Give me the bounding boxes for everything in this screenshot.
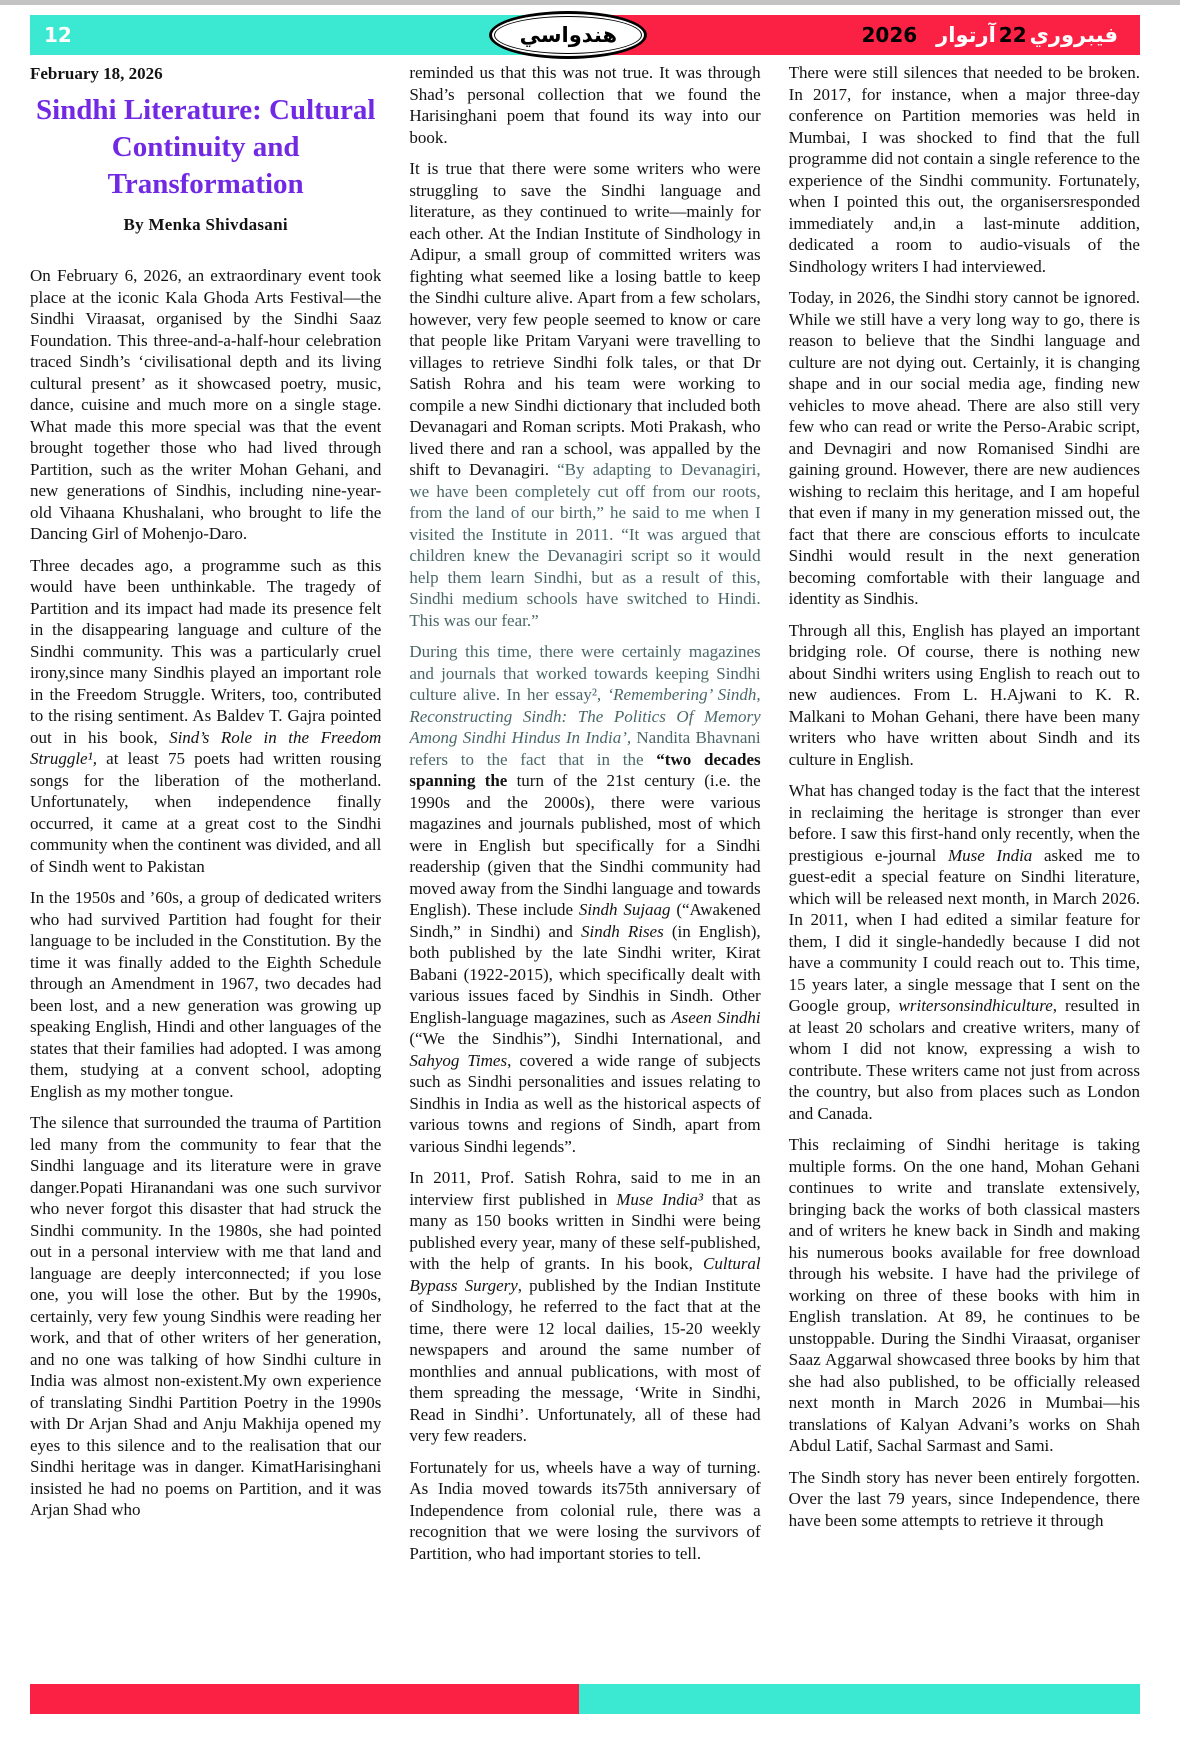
paragraph: On February 6, 2026, an extraordinary event took place at the iconic Kala Ghoda Arts Festival—the Sindhi Viraasat, organised by the Sindhi Saaz Foundation. This three-and-a-half-hour celebration traced Sindh’s ‘civilisational depth and its living cultural present’ as it showcased poetry, music, dance, cuisine and much more on a single stage. What made this more special was that the event brought together those who had lived through Partition, such as the writer Mohan Gehani, and new generations of Sindhis, including nine-year-old Vihaana Khushalani, who brought to life the Dancing Girl of Mohenjo-Daro. <box>30 266 382 544</box>
column-2 <box>409 62 760 1674</box>
edition-day: 22 <box>998 23 1027 47</box>
page-number: 12 <box>44 23 72 47</box>
paragraph: In 2011, Prof. Satish Rohra, said to me in an interview first published in Muse India³ that as many as 150 books written in Sindhi were being published every year, many of these self-published, with the help of grants. In his book, Cultural Bypass Surgery, published by the Indian Institute of Sindhology, he referred to the fact that at the time, there were 12 local dailies, 15-20 weekly newspapers and around the same number of monthlies and annual publications, with most of them spreading the message, ‘Write in Sindhi, Read in Sindhi’. Unfortunately, all of these had very few readers. <box>409 1168 761 1445</box>
paragraph: In the 1950s and ’60s, a group of dedicated writers who had survived Partition had fought for their language to be included in the Constitution. By the time it was finally added to the Eighth Schedule through an Amendment in 1967, two decades had been lost, and a new generation was growing up speaking English, Hindi and other languages of the states that their families had adopted. I was among them, studying at a convent school, adopting English as my mother tongue. <box>30 888 382 1101</box>
masthead-logo <box>489 11 647 59</box>
column-1-text <box>30 265 381 1521</box>
paragraph: This reclaiming of Sindhi heritage is taking multiple forms. On the one hand, Mohan Gehani continues to write and translate extensively, bringing back the works of both classical masters and of writers he knew back in Sindh and making his numerous books available for free download through his website. I have had the privilege of working on three of these books with him in English translation. At 89, he continues to be unstoppable. During the Sindhi Viraasat, organiser Saaz Aggarwal showcased three books by him that she had also published, to be officially released next month in March 2026 in Mumbai—his translations of Kalyan Advani’s works on Shah Abdul Latif, Sachal Sarmast and Sami. <box>788 1135 1140 1455</box>
paragraph: Three decades ago, a programme such as this would have been unthinkable. The tragedy of Partition and its impact had made its presence felt in the disappearing language and culture of the Sindhi community. This was a particularly cruel irony,since many Sindhis played an important role in the Freedom Struggle. Writers, too, contributed to the rising sentiment. As Baldev T. Gajra pointed out in his book, Sind’s Role in the Freedom Struggle¹, at least 75 poets had written rousing songs for the liberation of the motherland. Unfortunately, when independence finally occurred, it came at a great cost to the Sindhi community when the continent was divided, and all of Sindh went to Pakistan <box>30 555 382 876</box>
paragraph: Through all this, English has played an important bridging role. Of course, there is nothing new about Sindhi writers using English to reach out to new audiences. From L. H.Ajwani to K. R. Malkani to Mohan Gehani, there have been many writers who have written about Sindh and its culture in English. <box>788 620 1140 769</box>
article-body <box>30 62 1140 1674</box>
masthead-logo-text: هندواسي <box>494 16 642 54</box>
masthead-teal-band <box>30 15 568 55</box>
page-edge <box>0 0 1180 5</box>
article-byline: By Menka Shivdasani <box>123 215 288 235</box>
footer-teal-band <box>579 1684 1140 1714</box>
paragraph: During this time, there were certainly magazines and journals that worked towards keeping Sindhi culture alive. In her essay², ‘Remembering’ Sindh, Reconstructing Sindh: The Politics Of Memory Among Sindhi Hindus In India’, Nandita Bhavnani refers to the fact that in the “two decades spanning the turn of the 21st century (i.e. the 1990s and the 2000s), there were various magazines and journals published, most of which were in English but specifically for a Sindhi readership (given that the Sindhi community had moved away from the Sindhi language and towards English). These include Sindh Sujaag (“Awakened Sindh,” in Sindhi) and Sindh Rises (in English), both published by the late Sindhi writer, Kirat Babani (1922-2015), which specifically dealt with various issues faced by Sindhis in Sindh. Other English-language magazines, such as Aseen Sindhi (“We the Sindhis”), Sindhi International, and Sahyog Times, covered a wide range of subjects such as Sindhi personalities and issues relating to Sindhis in India as well as the historical aspects of various towns and regions of Sindh, apart from various Sindhi legends”. <box>409 642 761 1156</box>
edition-date <box>861 15 1118 55</box>
paragraph: It is true that there were some writers who were struggling to save the Sindhi language and literature, as they continued to write—mainly for each other. At the Indian Institute of Sindhology in Adipur, a small group of committed writers was fighting what seemed like a losing battle to keep the Sindhi culture alive. Apart from a few scholars, however, very few people seemed to know or care that people like Pritam Varyani were travelling to villages to retrieve Sindhi folk tales, or that Dr Satish Rohra and his team were working to compile a new Sindhi dictionary that included both Devanagari and Roman scripts. Moti Prakash, who lived there and ran a school, was appalled by the shift to Devanagiri. “By adapting to Devanagiri, we have been completely cut off from our roots, from the land of our birth,” he said to me when I visited the Institute in 2011. “It was argued that children knew the Devanagiri script so it would help them learn Sindhi, but as a result of this, Sindhi medium schools have switched to Hindi. This was our fear.” <box>409 159 761 630</box>
footer-bar <box>30 1684 1140 1714</box>
paragraph: What has changed today is the fact that the interest in reclaiming the heritage is stronger than ever before. I saw this first-hand only recently, when the prestigious e-journal Muse India asked me to guest-edit a special feature on Sindhi literature, which will be released next month, in March 2026. In 2011, when I had edited a similar feature for them, I did it single-handedly because I did not have a community I could reach out to. This time, 15 years later, a single message that I sent on the Google group, writersonsindhiculture, resulted in at least 20 scholars and creative writers, many of whom I did not know, expressing a wish to contribute. These writers came not just from across the country, but also from places such as London and Canada. <box>788 781 1140 1123</box>
paragraph: Today, in 2026, the Sindhi story cannot be ignored. While we still have a very long way to go, there is reason to believe that the Sindhi language and culture are not dying out. Certainly, it is changing shape and in our social media age, finding new vehicles to move ahead. There are also still very few who can read or write the Perso-Arabic script, and Devnagiri and now Romanised Sindhi are gaining ground. However, there are new audiences wishing to reclaim this heritage, and I am hopeful that even if many in my generation missed out, the fact that there are conscious efforts to inculcate Sindhi would result in the next generation becoming comfortable with their language and identity as Sindhis. <box>788 288 1140 608</box>
article-date: February 18, 2026 <box>30 64 163 83</box>
column-3 <box>789 62 1140 1674</box>
article-title: Sindhi Literature: Cultural Continuity and Transformation <box>35 94 376 201</box>
paragraph: The silence that surrounded the trauma of Partition led many from the community to fear that the Sindhi language and its literature were in grave danger.Popati Hiranandani was one such survivor who never forgot this disaster that had struck the Sindhi community. In the 1980s, she had pointed out in a personal interview with me that land and language are deeply interconnected; if you lose one, you will lose the other. But by the 1990s, certainly, very few young Sindhis were reading her work, and that of other writers of her generation, and no one was talking of how Sindhi culture in India was almost non-existent.My own experience of translating Sindhi Partition Poetry in the 1990s with Dr Arjan Shad and Anju Makhija opened my eyes to this silence and to the realisation that our Sindhi heritage was in danger. KimatHarisinghani insisted he had no poems on Partition, and it was Arjan Shad who <box>30 1113 382 1520</box>
paragraph: Fortunately for us, wheels have a way of turning. As India moved towards its75th anniversary of Independence from colonial rule, there was a recognition that we were losing the survivors of Partition, who had important stories to tell. <box>409 1457 761 1563</box>
masthead-bar <box>30 15 1140 55</box>
column-3-text <box>789 62 1140 1531</box>
column-1 <box>30 62 381 1674</box>
column-2-text <box>409 62 760 1564</box>
edition-month: فيبروري <box>1029 23 1118 47</box>
paragraph: The Sindh story has never been entirely forgotten. Over the last 79 years, since Independence, there have been some attempts to retrieve it through <box>788 1467 1140 1530</box>
paragraph: reminded us that this was not true. It was through Shad’s personal collection that we found the Harisinghani poem that found its way into our book. <box>409 63 761 147</box>
edition-year: 2026 <box>861 23 918 47</box>
paragraph: There were still silences that needed to be broken. In 2017, for instance, when a major three-day conference on Partition memories was held in Mumbai, I was shocked to find that the full programme did not contain a single reference to the experience of the Sindhi community. Fortunately, when I pointed this out, the organisersresponded immediately and,in a last-minute addition, dedicated a room to audio-visuals of the Sindhology writers I had interviewed. <box>788 63 1140 276</box>
footer-red-band <box>30 1684 579 1714</box>
edition-weekday: آرتوار <box>936 23 996 47</box>
